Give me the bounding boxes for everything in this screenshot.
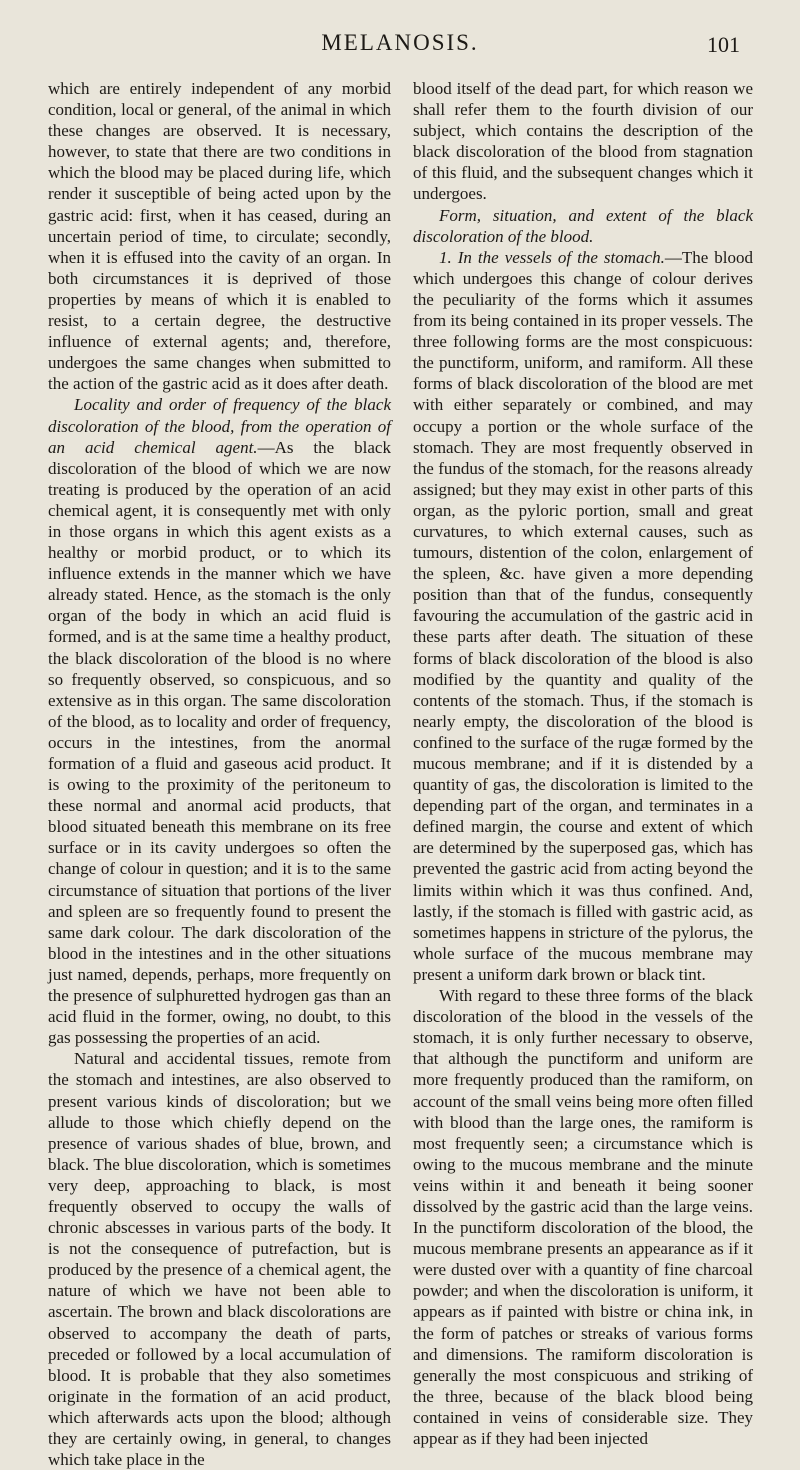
paragraph: With regard to these three forms of the black discoloration of the blood in the vessels of the stomach, it is only further necessary to observe, that although the punctiform and uniform are more frequently produced than the ramiform, on account of the small veins being more often filled with blood than the large ones, the ramiform is most frequently seen; a circumstance which is owing to the mucous membrane and the minute veins within it and beneath it being sooner dissolved by the gastric acid than the large veins. In the punctiform discoloration of the blood, the mucous membrane presents an appearance as if it were dusted over with a quantity of fine charcoal powder; and when the discoloration is uniform, it appears as if painted with bistre or china ink, in the form of patches or streaks of various forms and dimensions. The ramiform discoloration is generally the most conspicuous and striking of the three, because of the black blood being contained in veins of considerable size. They appear as if they had been injected — [413, 986, 753, 1448]
paragraph — [413, 247, 753, 985]
paragraph-text: —The blood which undergoes this change of colour derives the peculiarity of the forms which it assumes from its being contained in its proper vessels. The three following forms are the most conspicuous: the punctiform, uniform, and ramiform. All these forms of black discoloration of the blood are met with either separately or combined, and may occupy a portion or the whole surface of the stomach. They are most frequently observed in the fundus of the stomach, for the reasons already assigned; but they may exist in other parts of this organ, as the pyloric portion, small and great curvatures, to which external causes, such as tumours, distention of the colon, enlargement of the spleen, &c. have given a more depending position than that of the fundus, consequently favouring the accumulation of the gastric acid in these parts after death. The situation of these forms of black discoloration of the blood is also modified by the quantity and quality of the contents of the stomach. Thus, if the stomach is nearly empty, the discoloration of the blood is confined to the surface of the rugæ formed by the mucous membrane; and if it is distended by a quantity of gas, the discoloration is limited to the depending part of the organ, and terminates in a defined margin, the course and extent of which are determined by the superposed gas, which has prevented the gastric acid from acting beyond the limits within which it was thus confined. And, lastly, if the stomach is filled with gastric acid, as sometimes happens in stricture of the pylorus, the whole surface of the mucous membrane may present a uniform dark brown or black tint. — [413, 247, 754, 984]
left-column — [48, 78, 391, 1470]
paragraph — [413, 205, 753, 247]
running-title: MELANOSIS. — [321, 30, 479, 55]
paragraph: blood itself of the dead part, for which reason we shall refer them to the fourth division of our subject, which contains the description of the black discoloration of the blood from stagnation of this fluid, and the subsequent changes which it undergoes. — [413, 79, 753, 204]
paragraph: which are entirely independent of any morbid condition, local or general, of the animal in which these changes are observed. It is necessary, however, to state that there are two conditions in which the blood may be placed during life, which render it susceptible of being acted upon by the gastric acid: first, when it has ceased, during an uncertain period of time, to circulate; secondly, when it is effused into the cavity of an organ. In both circumstances it is deprived of those properties by means of which it is enabled to resist, to a certain degree, the destructive influence of external agents; and, therefore, undergoes the same changes when submitted to the action of the gastric acid as it does after death. — [48, 79, 391, 394]
right-column — [413, 78, 753, 1449]
section-heading: Locality and order of frequency of the black discoloration of the blood, from the operation of an acid chemical agent. — [48, 395, 391, 457]
paragraph-text: —As the black discoloration of the blood of which we are now treating is produced by the operation of an acid chemical agent, it is consequently met with only in those organs in which this agent exists as a healthy or morbid product, or to which its influence extends in the manner which we have already stated. Hence, as the stomach is the only organ of the body in which an acid fluid is formed, and is at the same time a healthy product, the black discoloration of the blood is no where so frequently observed, so conspicuous, and so extensive as in this organ. The same discoloration of the blood, as to locality and order of frequency, occurs in the intestines, from the anormal formation of a fluid and gaseous acid product. It is owing to the proximity of the peritoneum to these normal and anormal acid products, that blood situated beneath this membrane on its free surface or in its cavity undergoes so often the change of colour in question; and it is to the same circumstance of situation that portions of the liver and spleen are so frequently found to present the same dark colour. The dark discoloration of the blood in the intestines and in the other situations just named, depends, perhaps, more frequently on the presence of sulphuretted hydrogen gas than an acid fluid in the former, owing, no doubt, to this gas possessing the properties of an acid. — [48, 437, 391, 1048]
section-heading: Form, situation, and extent of the black discoloration of the blood. — [413, 205, 753, 246]
subsection-heading: 1. In the vessels of the stomach. — [439, 247, 665, 267]
paragraph: Natural and accidental tissues, remote from the stomach and intestines, are also observed to present various kinds of discoloration; but we allude to those which chiefly depend on the presence of various shades of blue, brown, and black. The blue discoloration, which is sometimes very deep, approaching to black, is most frequently observed to occupy the walls of chronic abscesses in various parts of the body. It is not the consequence of putrefaction, but is produced by the presence of a chemical agent, the nature of which we have not been able to ascertain. The brown and black discolorations are observed to accompany the death of parts, preceded or followed by a local accumulation of blood. It is probable that they also sometimes originate in the formation of an acid product, which afterwards acts upon the blood; although they are certainly owing, in general, to changes which take place in the — [48, 1049, 391, 1470]
paragraph — [48, 394, 391, 1048]
page-header — [60, 30, 740, 70]
page-number: 101 — [707, 32, 740, 57]
